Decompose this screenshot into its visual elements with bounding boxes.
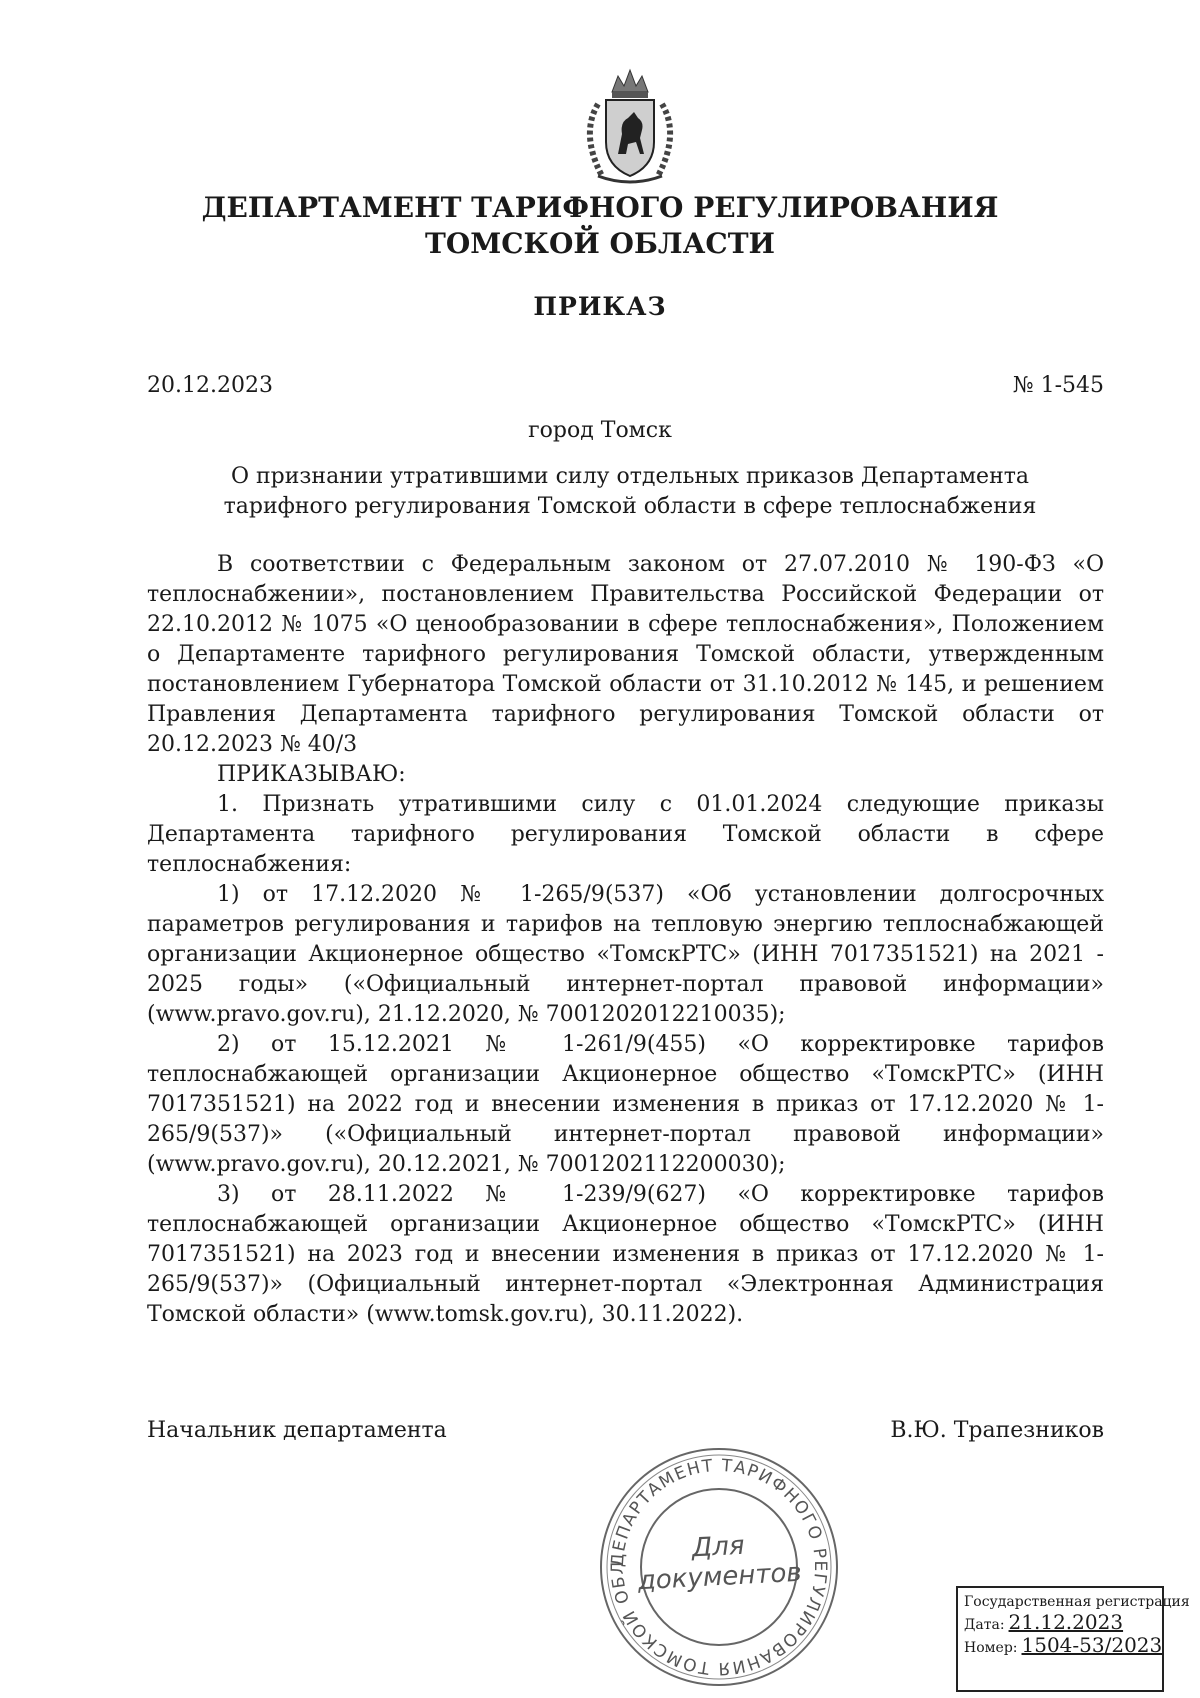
sub-item-2-paragraph: 2) от 15.12.2021 № 1-261/9(455) «О корректировке тарифов теплоснабжающей организации Акционерное общество «ТомскРТС» (ИНН 7017351521) на 2022 год и внесении изменения в приказ от 17.12.2020 № 1-265/9(537)» («Официальный интернет-портал правовой информации» (www.pravo.gov.ru), 20.12.2021, № 7001202112200030);	[147, 1032, 1104, 1177]
document-subject: О признании утратившими силу отдельных приказов Департамента тарифного регулирования Томской области в сфере теплоснабжения	[223, 464, 1037, 519]
signatory-name: В.Ю. Трапезников	[890, 1418, 1104, 1443]
sub-item-1-paragraph: 1) от 17.12.2020 № 1-265/9(537) «Об установлении долгосрочных параметров регулирования и тарифов на тепловую энергию теплоснабжающей организации Акционерное общество «ТомскРТС» (ИНН 7017351521) на 2021 - 2025 годы» («Официальный интернет-портал правовой информации» (www.pravo.gov.ru), 21.12.2020, № 7001202012210035);	[147, 882, 1104, 1027]
document-body	[147, 550, 1104, 1330]
organization-name	[0, 190, 1200, 262]
item-1-paragraph: 1. Признать утратившими силу с 01.01.2024 следующие приказы Департамента тарифного регулирования Томской области в сфере теплоснабжения:	[147, 792, 1104, 877]
order-word: ПРИКАЗЫВАЮ:	[217, 762, 406, 787]
org-line-2: ТОМСКОЙ ОБЛАСТИ	[424, 227, 776, 260]
org-line-1: ДЕПАРТАМЕНТ ТАРИФНОГО РЕГУЛИРОВАНИЯ	[201, 191, 999, 224]
registration-date-value: 21.12.2023	[1008, 1610, 1124, 1634]
registration-title: Государственная регистрация	[964, 1594, 1190, 1610]
registration-date-label: Дата:	[964, 1617, 1005, 1633]
sub-item-3-paragraph: 3) от 28.11.2022 № 1-239/9(627) «О корректировке тарифов теплоснабжающей организации Акционерное общество «ТомскРТС» (ИНН 7017351521) на 2023 год и внесении изменения в приказ от 17.12.2020 № 1-265/9(537)» (Официальный интернет-портал «Электронная Администрация Томской области» (www.tomsk.gov.ru), 30.11.2022).	[147, 1182, 1104, 1327]
seal-ring-text: ДЕПАРТАМЕНТ ТАРИФНОГО РЕГУЛИРОВАНИЯ ТОМСКОЙ ОБЛ	[607, 1455, 831, 1679]
official-seal	[594, 1442, 844, 1692]
registration-number-value: 1504-53/2023	[1021, 1633, 1163, 1657]
seal-center-line-1: Для	[691, 1530, 746, 1564]
document-city: город Томск	[528, 418, 672, 443]
document-type: ПРИКАЗ	[533, 292, 667, 321]
preamble-paragraph: В соответствии с Федеральным законом от 27.07.2010 № 190-ФЗ «О теплоснабжении», постановлением Правительства Российской Федерации от 22.10.2012 № 1075 «О ценообразовании в сфере теплоснабжения», Положением о Департаменте тарифного регулирования Томской области, утвержденным постановлением Губернатора Томской области от 31.10.2012 № 145, и решением Правления Департамента тарифного регулирования Томской области от 20.12.2023 № 40/3	[147, 552, 1104, 757]
registration-number-label: Номер:	[964, 1640, 1018, 1656]
seal-center-line-2: документов	[637, 1557, 803, 1597]
tomsk-coat-of-arms-icon	[568, 64, 692, 192]
document-number: № 1-545	[1012, 373, 1104, 398]
signatory-title: Начальник департамента	[147, 1418, 447, 1443]
registration-stamp	[956, 1586, 1190, 1692]
document-date: 20.12.2023	[147, 373, 273, 398]
